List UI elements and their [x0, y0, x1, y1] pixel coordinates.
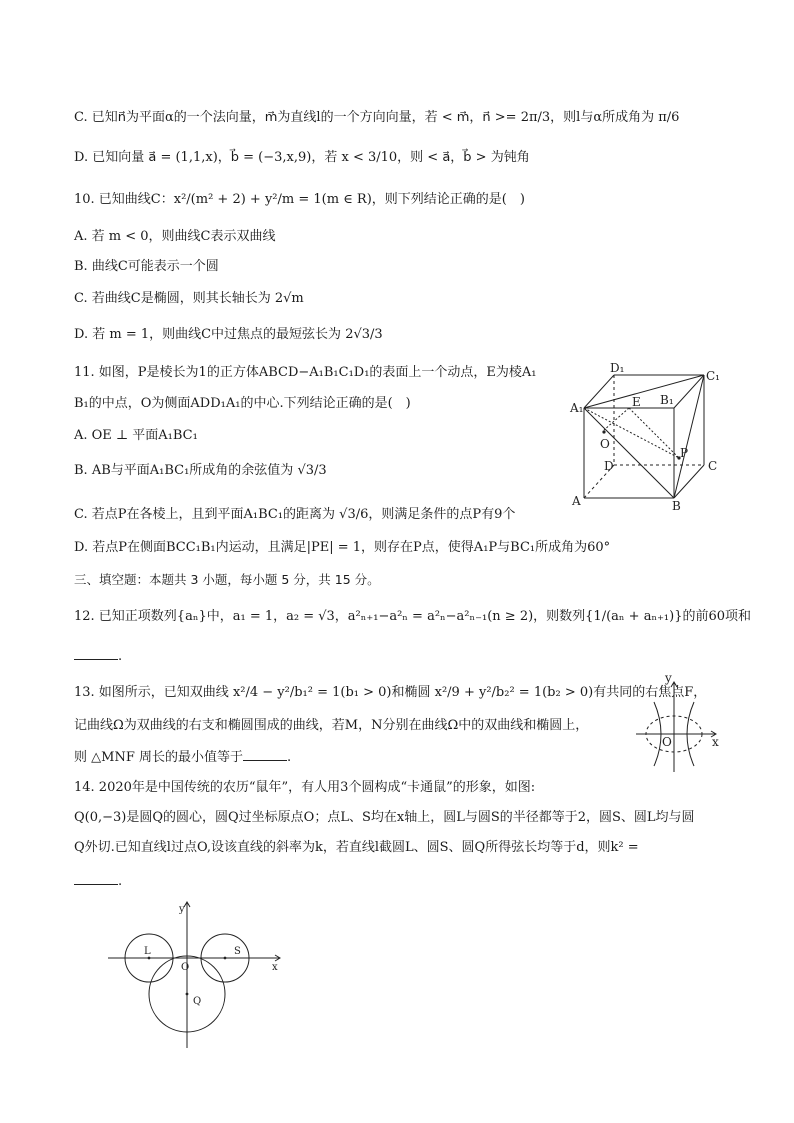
label-x: x [712, 735, 719, 749]
q11-option-b: B. AB与平面A₁BC₁所成角的余弦值为 √3/3 [74, 463, 327, 478]
label-y: y [665, 672, 672, 685]
label-e: E [632, 395, 641, 409]
answer-blank [74, 645, 118, 660]
q11-stem-2: B₁的中点，O为侧面ADD₁A₁的中心.下列结论正确的是( ) [74, 396, 411, 411]
label-x: x [272, 962, 278, 973]
q11-option-c: C. 若点P在各棱上，且到平面A₁BC₁的距离为 √3/6，则满足条件的点P有9个 [74, 507, 516, 522]
q12-stem: 12. 已知正项数列{aₙ}中，a₁ = 1，a₂ = √3，a²ₙ₊₁−a²ₙ = a²ₙ−a²ₙ₋₁(n ≥ 2)，则数列{1/(aₙ + aₙ₊₁)}的前60项和 [74, 609, 752, 624]
conic-figure [636, 672, 726, 772]
label-b: B [672, 499, 681, 513]
q14-stem-3: Q外切.已知直线l过点O,设该直线的斜率为k，若直线l截圆L、圆S、圆Q所得弦长均等于d，则k² = [74, 840, 639, 855]
q9-option-d: D. 已知向量 a⃗ = (1,1,x)，b⃗ = (−3,x,9)，若 x < 3/10，则 < a⃗，b⃗ > 为钝角 [74, 150, 530, 165]
q10-option-a: A. 若 m < 0，则曲线C表示双曲线 [74, 229, 276, 244]
label-o: O [181, 962, 190, 973]
label-a: A [572, 494, 581, 508]
q13-stem-1: 13. 如图所示，已知双曲线 x²/4 − y²/b₁² = 1(b₁ > 0)和椭圆 x²/9 + y²/b₂² = 1(b₂ > 0)有共同的右焦点F， [74, 685, 707, 700]
q11-option-a: A. OE ⊥ 平面A₁BC₁ [74, 428, 198, 443]
q10-stem: 10. 已知曲线C：x²/(m² + 2) + y²/m = 1(m ∈ R)，则下列结论正确的是( ) [74, 192, 525, 207]
answer-blank [74, 870, 118, 885]
label-d: D [604, 459, 614, 473]
q9-option-c: C. 已知n⃗为平面α的一个法向量，m⃗为直线l的一个方向向量，若 < m⃗，n⃗ >= 2π/3，则l与α所成角为 π/6 [74, 110, 680, 125]
q14-answer-line: . [74, 870, 122, 892]
q10-option-b: B. 曲线C可能表示一个圆 [74, 259, 219, 274]
cube-figure [568, 360, 728, 520]
label-b1: B₁ [660, 393, 674, 407]
label-d1: D₁ [610, 361, 625, 375]
q11-option-d: D. 若点P在侧面BCC₁B₁内运动，且满足|PE| = 1，则存在P点，使得A₁P与BC₁所成角为60° [74, 540, 611, 555]
label-p: P [680, 446, 689, 460]
label-c1: C₁ [706, 369, 720, 383]
label-s: S [234, 946, 241, 957]
q10-option-d: D. 若 m = 1，则曲线C中过焦点的最短弦长为 2√3/3 [74, 327, 383, 342]
label-a1: A₁ [570, 401, 584, 415]
q12-answer-line: . [74, 645, 122, 667]
q14-stem-1: 14. 2020年是中国传统的农历“鼠年”，有人用3个圆构成“卡通鼠”的形象，如图: [74, 780, 536, 795]
q13-stem-3: 则 △MNF 周长的最小值等于 . [74, 746, 291, 768]
label-q: Q [193, 996, 202, 1007]
q14-stem-2: Q(0,−3)是圆Q的圆心，圆Q过坐标原点O；点L、S均在x轴上，圆L与圆S的半径都等于2，圆S、圆L均与圆 [74, 810, 695, 825]
label-c: C [708, 459, 718, 473]
label-l: L [144, 946, 151, 957]
q10-option-c: C. 若曲线C是椭圆，则其长轴长为 2√m [74, 291, 304, 306]
answer-blank [243, 746, 287, 761]
mouse-figure [108, 898, 288, 1048]
label-y: y [179, 904, 185, 915]
q13-stem-2: 记曲线Ω为双曲线的右支和椭圆围成的曲线，若M，N分别在曲线Ω中的双曲线和椭圆上， [74, 718, 589, 733]
label-o: O [600, 437, 610, 451]
section-heading: 三、填空题：本题共 3 小题，每小题 5 分，共 15 分。 [74, 572, 380, 587]
q11-stem-1: 11. 如图，P是棱长为1的正方体ABCD−A₁B₁C₁D₁的表面上一个动点，E为棱A₁ [74, 365, 537, 380]
label-o: O [662, 735, 672, 749]
